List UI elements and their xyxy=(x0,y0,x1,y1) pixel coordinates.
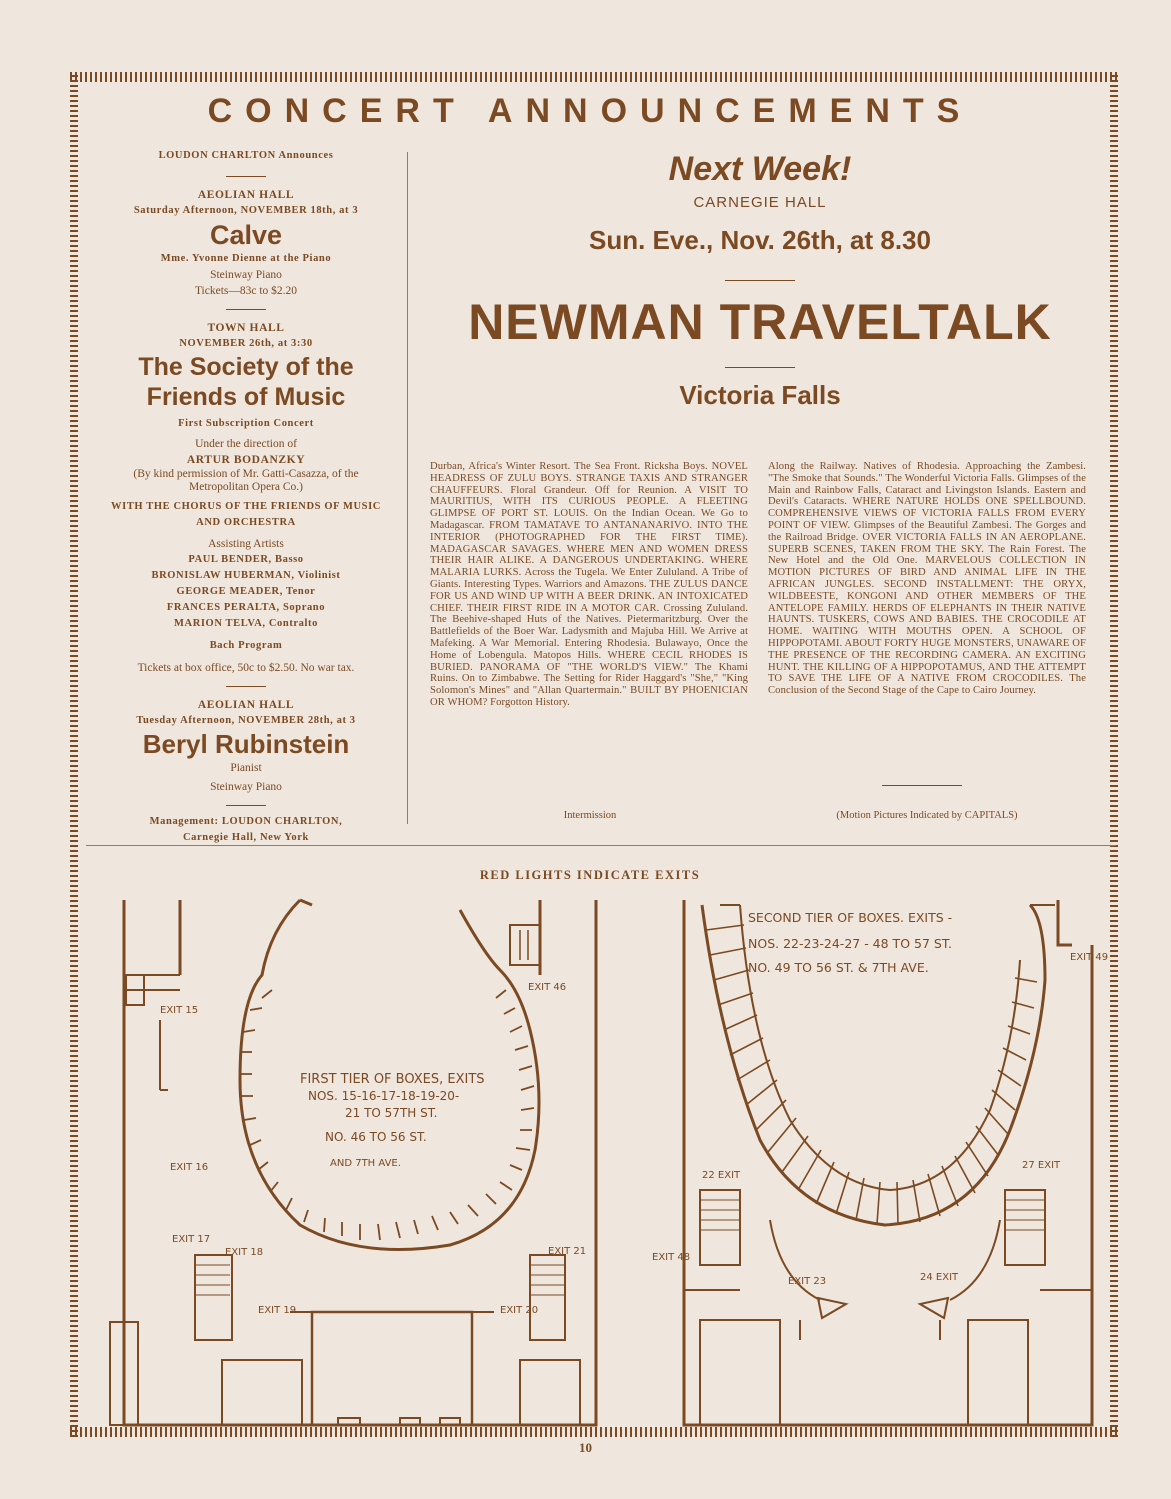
exit-48-label: EXIT 48 xyxy=(652,1252,691,1263)
exit-49-label: EXIT 49 xyxy=(1070,952,1109,963)
event3-line2: Steinway Piano xyxy=(210,781,282,793)
traveltalk-subtitle: Victoria Falls xyxy=(679,380,841,410)
first-tier-label-1: FIRST TIER OF BOXES, EXITS xyxy=(300,1072,485,1087)
presenter: LOUDON CHARLTON Announces xyxy=(158,150,334,161)
second-tier-label-3: NO. 49 TO 56 ST. & 7TH AVE. xyxy=(748,960,929,975)
exit-22-label: 22 EXIT xyxy=(702,1170,741,1181)
event2-venue: TOWN HALL xyxy=(207,322,285,334)
event1-line3: Tickets—83c to $2.20 xyxy=(194,285,298,297)
first-tier-label-3: 21 TO 57TH ST. xyxy=(345,1106,438,1120)
artist-5: MARION TELVA, Contralto xyxy=(174,618,318,629)
exit-18-label: EXIT 18 xyxy=(225,1247,264,1258)
exit-46-label: EXIT 46 xyxy=(528,982,567,993)
program-col-2: Along the Railway. Natives of Rhodesia. Approaching the Zambesi. "The Smoke that Sounds." The Wonderful Victoria Falls. Glimpses of the Main and Rainbow Falls, Cataract and Livingston Islands. Eastern and Devil's Cataracts. WHERE NATURE HOLDS ONE SPELLBOUND. COMPREHENSIVE VIEWS OF VICTORIA FALLS FROM EVERY POINT OF VIEW. Glimpses of the Beautiful Zambesi. The Gorges and the Railroad Bridge. OVER VICTORIA FALLS IN AN AEROPLANE. SUPERB SCENES, TAKEN FROM THE SKY. The Rain Forest. The New Hotel and the Old One. MARVELOUS COLLECTION IN MOTION PICTURES OF BIRD AND ANIMAL LIFE IN THE AFRICAN JUNGLES. SECOND INSTALLMENT: THE ORYX, WILDBEESTE, KONGONI AND OTHER MEMBERS OF THE ANTELOPE FAMILY. HERDS OF ELEPHANTS IN THEIR NATIVE HAUNTS. TUSKERS, COWS AND BABIES. THE CROCODILE AT HOME. WAITING WITH MOUTHS OPEN. A SCHOOL OF HIPPOPOTAMI. ABOUT FORTY HUGE MONSTERS, UNAWARE OF THE PRESENCE OF THE RECORDING CAMERA. AN EXCITING HUNT. THE KILLING OF A HIPPOPOTAMUS, AND THE ATTEMPT TO SAVE THE LIFE OF A NATIVE FROM CROCODILES. The Conclusion of the Second Stage of the Cape to Cairo Journey. xyxy=(768,461,1086,697)
event2-assisting: Assisting Artists xyxy=(208,538,284,550)
event1-artist: Calve xyxy=(209,220,283,250)
event1-line1: Mme. Yvonne Dienne at the Piano xyxy=(160,253,332,264)
event2-sub: First Subscription Concert xyxy=(178,418,314,429)
second-tier-label-2: NOS. 22-23-24-27 - 48 TO 57 ST. xyxy=(748,936,952,951)
venue: CARNEGIE HALL xyxy=(693,194,827,211)
exit-21-label: EXIT 21 xyxy=(548,1246,587,1257)
event2-title: The Society of the Friends of Music xyxy=(138,353,354,411)
exit-16-label: EXIT 16 xyxy=(170,1162,209,1173)
exit-23-label: EXIT 23 xyxy=(788,1276,827,1287)
exit-24-label: 24 EXIT xyxy=(920,1272,959,1283)
event1-venue: AEOLIAN HALL xyxy=(197,189,295,201)
exit-27-label: 27 EXIT xyxy=(1022,1160,1061,1171)
artist-1: PAUL BENDER, Basso xyxy=(188,554,304,565)
management-2: Carnegie Hall, New York xyxy=(183,832,309,843)
exit-20-label: EXIT 20 xyxy=(500,1305,539,1316)
program-col-1: Durban, Africa's Winter Resort. The Sea Front. Ricksha Boys. NOVEL HEADRESS OF ZULU BOYS. STRANGE TAXIS AND STRANGER CHAUFFEURS. Floral Grandeur. Off for Reunion. A VISIT TO MAURITIUS, WITH ITS CURIOUS PEOPLE. A FLEETING GLIMPSE OF PORT ST. LOUIS. On the Indian Ocean. We Go to Madagascar. FROM TAMATAVE TO ANTANANARIVO. INTO THE INTERIOR (PHOTOGRAPHED FOR THE FIRST TIME). MADAGASCAR SAVAGES. WHERE MEN AND WOMEN DRESS THEIR HAIR ALIKE. A DANGEROUS UNDERTAKING. WHERE MALARIA LURKS. Across the Tugela. We Enter Zululand. A Tribe of Giants. Interesting Types. Warriors and Amazons. THE ZULUS DANCE FOR US AND WIND UP WITH A BEER DRINK. AN INTOXICATED CHIEF. THEIR FIRST RIDE IN A MOTOR CAR. Crossing Zululand. The Beehive-shaped Huts of the Natives. Pietermaritzburg. Over the Battlefields of the Boer War. Ladysmith and Majuba Hill. We Arrive at Mafeking. A War Memorial. Entering Rhodesia. Bulawayo, Once the Home of Lobengula. Matopos Hills. WHERE CECIL RHODES IS BURIED. PANORAMA OF "THE WORLD'S VIEW." The Khami Ruins. On to Zimbabwe. The Setting for Rider Haggard's "She," "King Solomon's Mines" and "Allan Quartermain." BUILT BY PHOENICIAN OR WHOM? Forgotton History. xyxy=(430,461,748,708)
first-tier-label-2: NOS. 15-16-17-18-19-20- xyxy=(308,1089,460,1103)
traveltalk-title: NEWMAN TRAVELTALK xyxy=(468,294,1052,350)
exit-15-label: EXIT 15 xyxy=(160,1005,199,1016)
event3-venue: AEOLIAN HALL xyxy=(197,699,295,711)
next-week: Next Week! xyxy=(668,150,852,188)
event1-line2: Steinway Piano xyxy=(210,269,282,281)
event3-line1: Pianist xyxy=(230,762,262,774)
event3-date: Tuesday Afternoon, NOVEMBER 28th, at 3 xyxy=(136,715,356,726)
event2-line1: Under the direction of xyxy=(195,438,297,450)
first-tier-label-5: AND 7TH AVE. xyxy=(330,1158,401,1169)
exit-19-label: EXIT 19 xyxy=(258,1305,297,1316)
second-tier-label-1: SECOND TIER OF BOXES. EXITS - xyxy=(748,910,953,925)
event1-date: Saturday Afternoon, NOVEMBER 18th, at 3 xyxy=(133,205,359,216)
event2-permission: (By kind permission of Mr. Gatti-Casazza, of the Metropolitan Opera Co.) xyxy=(133,468,359,493)
exit-17-label: EXIT 17 xyxy=(172,1234,211,1245)
event2-conductor: ARTUR BODANZKY xyxy=(186,454,306,466)
intermission: Intermission xyxy=(563,810,617,821)
artist-2: BRONISLAW HUBERMAN, Violinist xyxy=(151,570,341,581)
event2-date: NOVEMBER 26th, at 3:30 xyxy=(179,338,313,349)
artist-3: GEORGE MEADER, Tenor xyxy=(176,586,316,597)
artist-4: FRANCES PERALTA, Soprano xyxy=(166,602,326,613)
first-tier-label-4: NO. 46 TO 56 ST. xyxy=(325,1130,427,1144)
page-title: CONCERT ANNOUNCEMENTS xyxy=(207,92,973,130)
plans-heading: RED LIGHTS INDICATE EXITS xyxy=(479,868,701,882)
motion-pictures-note: (Motion Pictures Indicated by CAPITALS) xyxy=(836,810,1018,821)
event3-artist: Beryl Rubinstein xyxy=(142,729,350,759)
event2-chorus: WITH THE CHORUS OF THE FRIENDS OF MUSIC AND ORCHESTRA xyxy=(111,501,381,528)
event2-program: Bach Program xyxy=(209,640,283,651)
event-date: Sun. Eve., Nov. 26th, at 8.30 xyxy=(589,225,931,255)
event2-tickets: Tickets at box office, 50c to $2.50. No war tax. xyxy=(137,662,355,674)
management-1: Management: LOUDON CHARLTON, xyxy=(149,816,343,827)
page-number: 10 xyxy=(579,1440,592,1455)
